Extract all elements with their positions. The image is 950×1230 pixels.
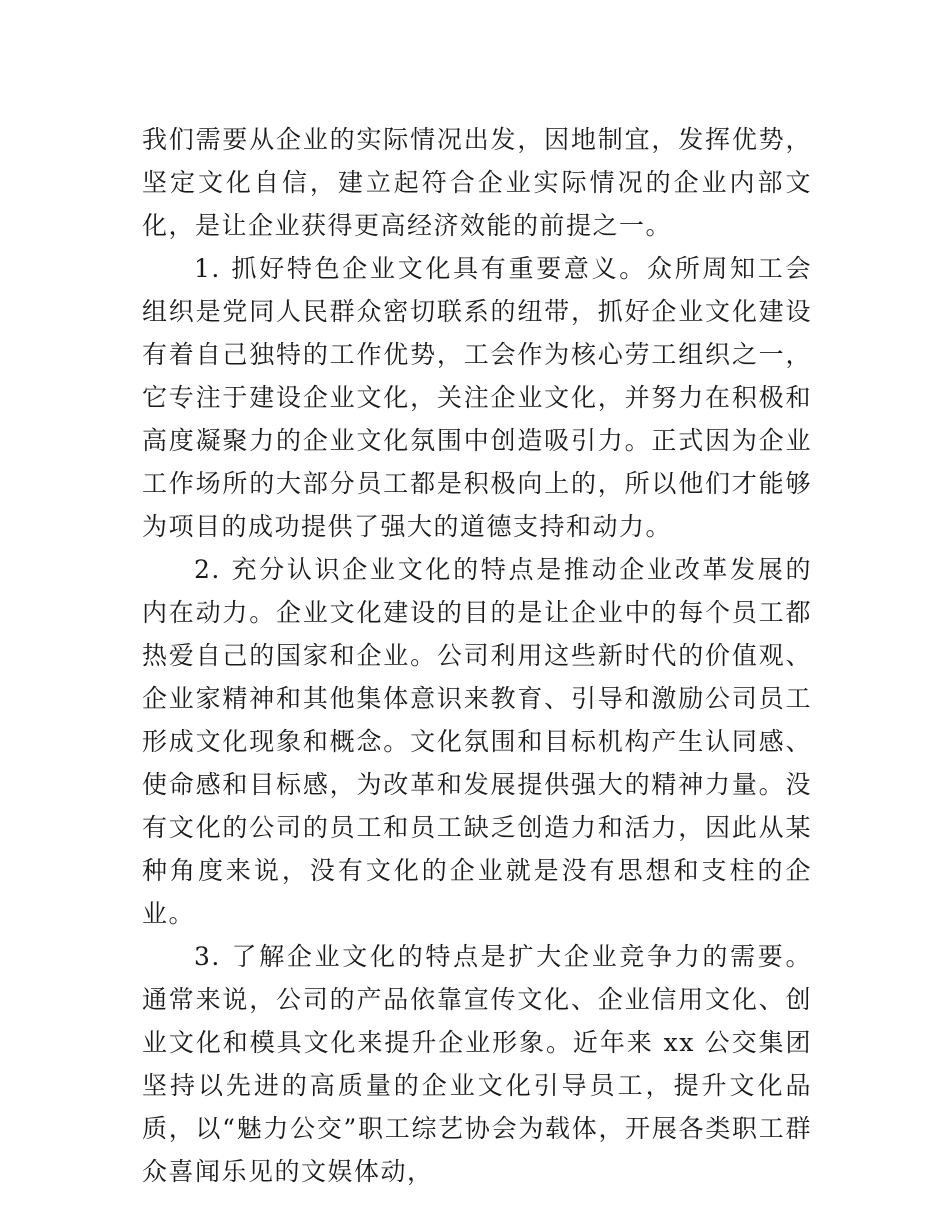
paragraph-point-3: 3. 了解企业文化的特点是扩大企业竞争力的需要。通常来说，公司的产品依靠宣传文化、企业信用文化、创业文化和模具文化来提升企业形象。近年来 xx 公交集团坚持以先进的高质量的企业文化引导员工，提升文化品质，以“魅力公交”职工综艺协会为载体，开展各类职工群众喜闻乐见的文娱体动， [142,942,812,1186]
paragraph-point-2: 2. 充分认识企业文化的特点是推动企业改革发展的内在动力。企业文化建设的目的是让企业中的每个员工都热爱自己的国家和企业。公司利用这些新时代的价值观、企业家精神和其他集体意识来教育、引导和激励公司员工形成文化现象和概念。文化氛围和目标机构产生认同感、使命感和目标感，为改革和发展提供强大的精神力量。没有文化的公司的员工和员工缺乏创造力和活力，因此从某种角度来说，没有文化的企业就是没有思想和支柱的企业。 [142,555,812,928]
document-body [142,118,812,1193]
paragraph-point-1: 1. 抓好特色企业文化具有重要意义。众所周知工会组织是党同人民群众密切联系的纽带，抓好企业文化建设有着自己独特的工作优势，工会作为核心劳工组织之一，它专注于建设企业文化，关注企业文化，并努力在积极和高度凝聚力的企业文化氛围中创造吸引力。正式因为企业工作场所的大部分员工都是积极向上的，所以他们才能够为项目的成功提供了强大的道德支持和动力。 [142,254,812,541]
paragraph-intro: 我们需要从企业的实际情况出发，因地制宜，发挥优势，坚定文化自信，建立起符合企业实际情况的企业内部文化，是让企业获得更高经济效能的前提之一。 [142,125,812,240]
